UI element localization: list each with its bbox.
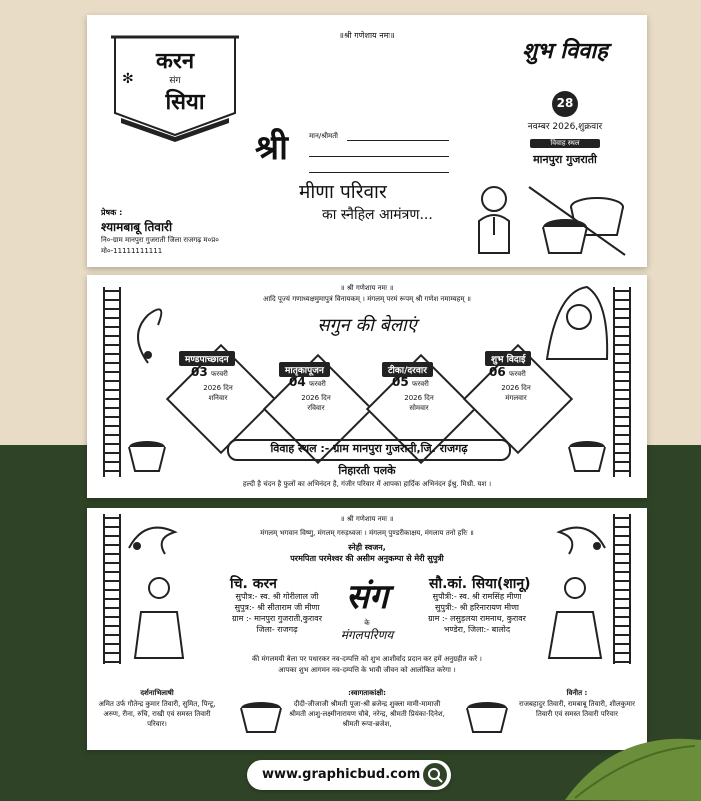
venue-text: विवाह स्थल :- ग्राम मानपुरा गुजराती,जि. राजगढ़: [270, 442, 468, 455]
right-border: [613, 514, 631, 664]
event-month: फरवरी: [211, 370, 228, 378]
invitation-card-events: [87, 275, 647, 498]
peacock-left-icon: [125, 518, 185, 558]
drum-right-icon: [463, 698, 511, 738]
venue-label: विवाह स्थल: [530, 139, 600, 148]
peacock-right-icon: [549, 518, 609, 558]
shubh-vivah-title: शुभ विवाह: [522, 38, 608, 64]
dhol-left-icon: [127, 437, 177, 477]
name-line-3: [309, 172, 449, 173]
banner-groom-name: करन: [155, 48, 195, 74]
floral-scroll-icon: [123, 295, 173, 365]
invocation: ॥ श्री गणेशाय नमः ॥: [340, 515, 394, 523]
name-line-1: [347, 140, 449, 141]
search-icon-glyph: [423, 763, 447, 787]
event-year: 2026 दिन: [203, 384, 233, 392]
darshan-text: अमित उर्फ गौतेन्द्र कुमार तिवारी, सुमित, पिन्टू, अरुण, रीना, रुचि, राखी एवं समस्त तिवारी परिवार।: [98, 700, 216, 728]
left-border: [103, 287, 121, 477]
sender-address: नि०-ग्राम मानपुरा गुजराती जिला राजगढ़ म०प्र०: [101, 236, 219, 244]
event-month: फरवरी: [309, 380, 326, 388]
ke-text: के: [364, 619, 370, 627]
event-label: टीका/दरवार: [382, 362, 433, 377]
event-day: 03: [191, 365, 208, 379]
date-day: 28: [556, 96, 574, 110]
bride-title: सौ.कां. सिया(शानू): [429, 576, 531, 592]
shloka: आदि पूज्यं गणाध्यक्षमुमापुत्रं विनायकम् । मंगलम् परमं रूपम् श्री गणेश नमाम्यहम् ॥: [263, 295, 471, 303]
event-weekday: सोमवार: [409, 404, 429, 412]
website-url[interactable]: www.graphicbud.com: [262, 767, 421, 782]
section-title: सगुन की बेलाएं: [317, 315, 417, 336]
dhol-right-icon: [557, 437, 607, 477]
left-border: [103, 514, 121, 664]
greeting-line2: परमपिता परमेश्वर की असीम अनुकम्पा से मेरी सुपुत्री: [290, 554, 444, 563]
event-label: मातृकापूजन: [279, 362, 330, 377]
swagat-text: दीदी-जीजाजी श्रीमती पूजा-श्री ब्रजेन्द्र शुक्ला मामी-मामाजी श्रीमती आशु-लक्ष्मीनारायण चौबे, नरेन्द्र, श्रीमती प्रियंका-दिनेश, श्रीमती रूपा-ब्रजेश,: [289, 700, 445, 728]
banner-bride-name: सिया: [165, 89, 205, 115]
greeting: स्नेही स्वजन,: [348, 543, 386, 552]
sang-title: संग: [345, 577, 389, 617]
bride-details: सुपौत्री:- स्व. श्री रामसिंह मीणा सुपुत्री:- श्री हरिनारायण मीणा ग्राम :- लसुड़लया रामनाथ, कुरावर भण्डेरा, जिला:- बालोद: [428, 592, 526, 634]
vineet-text: राजबहादुर तिवारी, रामबाबू तिवारी, शीलकुमार तिवारी एवं समस्त तिवारी परिवार: [519, 700, 635, 718]
family-name: मीणा परिवार: [299, 181, 387, 203]
shree-mark: श्री: [255, 128, 288, 168]
event-year: 2026 दिन: [501, 384, 531, 392]
bride-figure-icon: [545, 572, 605, 662]
event-day: 06: [489, 365, 506, 379]
invitation-card-envelope: [87, 15, 647, 267]
invite-text: का स्नैहिल आमंत्रण...: [322, 207, 433, 223]
event-weekday: मंगलवार: [505, 394, 527, 402]
mangalam-verse: मंगलम् भगवान विष्णु, मंगलम् गरुड़ध्वजः । मंगलम् पुण्डरीकाक्षय, मंगलाय तनो हरिः ॥: [260, 529, 474, 537]
drum-left-icon: [237, 698, 285, 738]
name-banner: [105, 33, 245, 143]
event-year: 2026 दिन: [301, 394, 331, 402]
event-day: 05: [392, 375, 409, 389]
invocation: ॥ श्री गणेशाय नमः ॥: [340, 284, 394, 292]
dhol-drums-icon: [525, 185, 635, 260]
invitation-card-main: [87, 508, 647, 750]
swagat-title: :स्वागताकांक्षी:: [348, 689, 386, 697]
name-line-2: [309, 156, 449, 157]
search-icon[interactable]: [423, 763, 447, 787]
event-label: शुभ विदाई: [485, 351, 531, 366]
event-label: मण्डपाच्छादन: [179, 351, 235, 366]
event-day: 04: [289, 375, 306, 389]
namaste-figure-icon: [469, 181, 519, 257]
groom-title: चि. करन: [230, 576, 277, 592]
blessing-line-2: आपका शुभ आगमन नव-दम्पत्ति के भावी जीवन को आलोकित करेगा ।: [278, 666, 456, 674]
banner-connector: संग: [169, 76, 181, 86]
groom-details: सुपौत्र:- स्व. श्री गोरीलाल जी सुपुत्र:- श्री सीताराम जी मीणा ग्राम :- मानपुरा गुजराती,कुरावर जिला- राजगढ़: [232, 592, 322, 634]
event-month: फरवरी: [509, 370, 526, 378]
flower-icon: ✻: [122, 71, 134, 87]
groom-figure-icon: [129, 572, 189, 662]
venue-name: मानपुरा गुजराती: [533, 153, 597, 166]
mangal-parinay: मंगलपरिणय: [340, 628, 394, 642]
blessing-line-1: की मंगलमयी बेला पर पधारकर नव-दम्पत्ति को शुभ आशीर्वाद प्रदान कर हमें अनुग्रहीत करें ।: [252, 655, 482, 663]
name-label: मान/श्रीमती: [309, 132, 339, 140]
right-border: [613, 287, 631, 477]
vineet-title: विनीत :: [566, 689, 588, 697]
top-invocation: ॥श्री गणेशाय नमः॥: [339, 31, 395, 40]
event-year: 2026 दिन: [404, 394, 434, 402]
nihari-text: हल्दी है चंदन है फुलों का अभिनंदन है, गंजीर परिवार में आपका हार्दिक अभिनंदन ईश्रु. मिथ्री. यश ।: [242, 480, 492, 488]
bride-portrait-icon: [537, 281, 613, 361]
date-text: नवम्बर 2026,शुक्रवार: [527, 122, 603, 132]
leaf-decoration-icon: [555, 730, 701, 801]
sender-mobile: मो०-11111111111: [101, 247, 163, 255]
event-weekday: रविवार: [307, 404, 325, 412]
sender-name: श्यामबाबू तिवारी: [101, 220, 173, 234]
event-month: फरवरी: [412, 380, 429, 388]
darshan-title: दर्शनाभिलाषी: [140, 689, 174, 697]
event-weekday: शनिवार: [208, 394, 228, 402]
nihari-title: निहारती पलके: [338, 464, 396, 477]
sender-label: प्रेषक :: [101, 208, 123, 217]
